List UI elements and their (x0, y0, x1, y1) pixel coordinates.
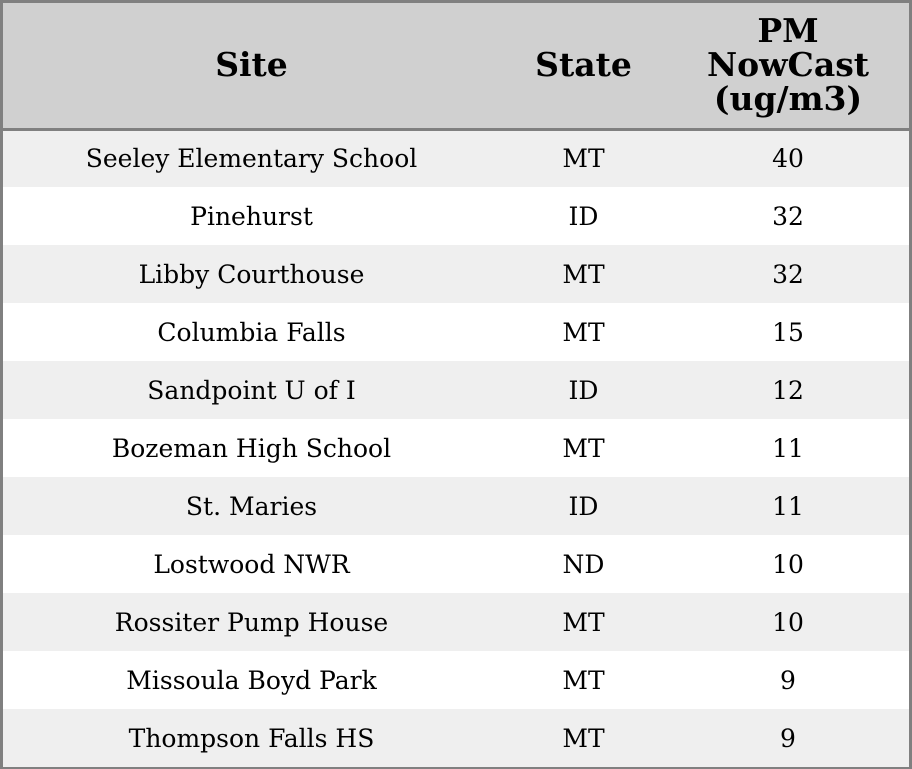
table-row (3, 419, 909, 477)
table-row (3, 245, 909, 303)
cell-state: ND (562, 549, 605, 579)
table-row (3, 535, 909, 593)
cell-pm-nowcast: 15 (772, 317, 804, 347)
column-header-site: Site (3, 3, 500, 129)
table-row (3, 303, 909, 361)
cell-pm-nowcast: 12 (772, 375, 804, 405)
cell-site: Sandpoint U of I (147, 375, 356, 405)
table-row (3, 129, 909, 187)
cell-state: MT (562, 723, 605, 753)
table-row (3, 187, 909, 245)
cell-site: Pinehurst (190, 201, 313, 231)
header-row (3, 3, 909, 129)
cell-state: ID (568, 201, 599, 231)
cell-site: Libby Courthouse (138, 259, 365, 289)
cell-state: ID (568, 491, 599, 521)
table-row (3, 477, 909, 535)
cell-pm-nowcast: 32 (772, 259, 804, 289)
cell-pm-nowcast: 9 (780, 723, 796, 753)
cell-site: Missoula Boyd Park (126, 665, 377, 695)
cell-pm-nowcast: 10 (772, 549, 804, 579)
cell-site: Seeley Elementary School (85, 144, 418, 174)
table-header (3, 3, 909, 129)
table-row (3, 709, 909, 767)
column-header-pm-line-3: (ug/m3) (713, 79, 863, 119)
cell-state: MT (562, 665, 605, 695)
cell-site: Rossiter Pump House (114, 607, 389, 637)
cell-pm-nowcast: 11 (772, 433, 804, 463)
column-header-pm-line-1: PM (757, 11, 819, 51)
cell-site: St. Maries (185, 491, 318, 521)
table-row (3, 651, 909, 709)
cell-site: Lostwood NWR (153, 549, 350, 579)
column-header-state: State (500, 3, 667, 129)
cell-pm-nowcast: 32 (772, 201, 804, 231)
cell-site: Columbia Falls (157, 317, 346, 347)
column-header-pm-line-2: NowCast (706, 45, 870, 85)
cell-state: MT (562, 607, 605, 637)
cell-site: Bozeman High School (111, 433, 392, 463)
cell-state: MT (562, 144, 605, 174)
cell-state: ID (568, 375, 599, 405)
table-row (3, 361, 909, 419)
cell-pm-nowcast: 40 (772, 144, 804, 174)
column-header-pm-nowcast (667, 3, 909, 129)
cell-site: Thompson Falls HS (128, 723, 375, 753)
table-body (3, 129, 909, 767)
cell-state: MT (562, 317, 605, 347)
cell-pm-nowcast: 10 (772, 607, 804, 637)
pm-nowcast-table (3, 3, 909, 767)
cell-pm-nowcast: 11 (772, 491, 804, 521)
cell-state: MT (562, 259, 605, 289)
cell-state: MT (562, 433, 605, 463)
table-row (3, 593, 909, 651)
cell-pm-nowcast: 9 (780, 665, 796, 695)
